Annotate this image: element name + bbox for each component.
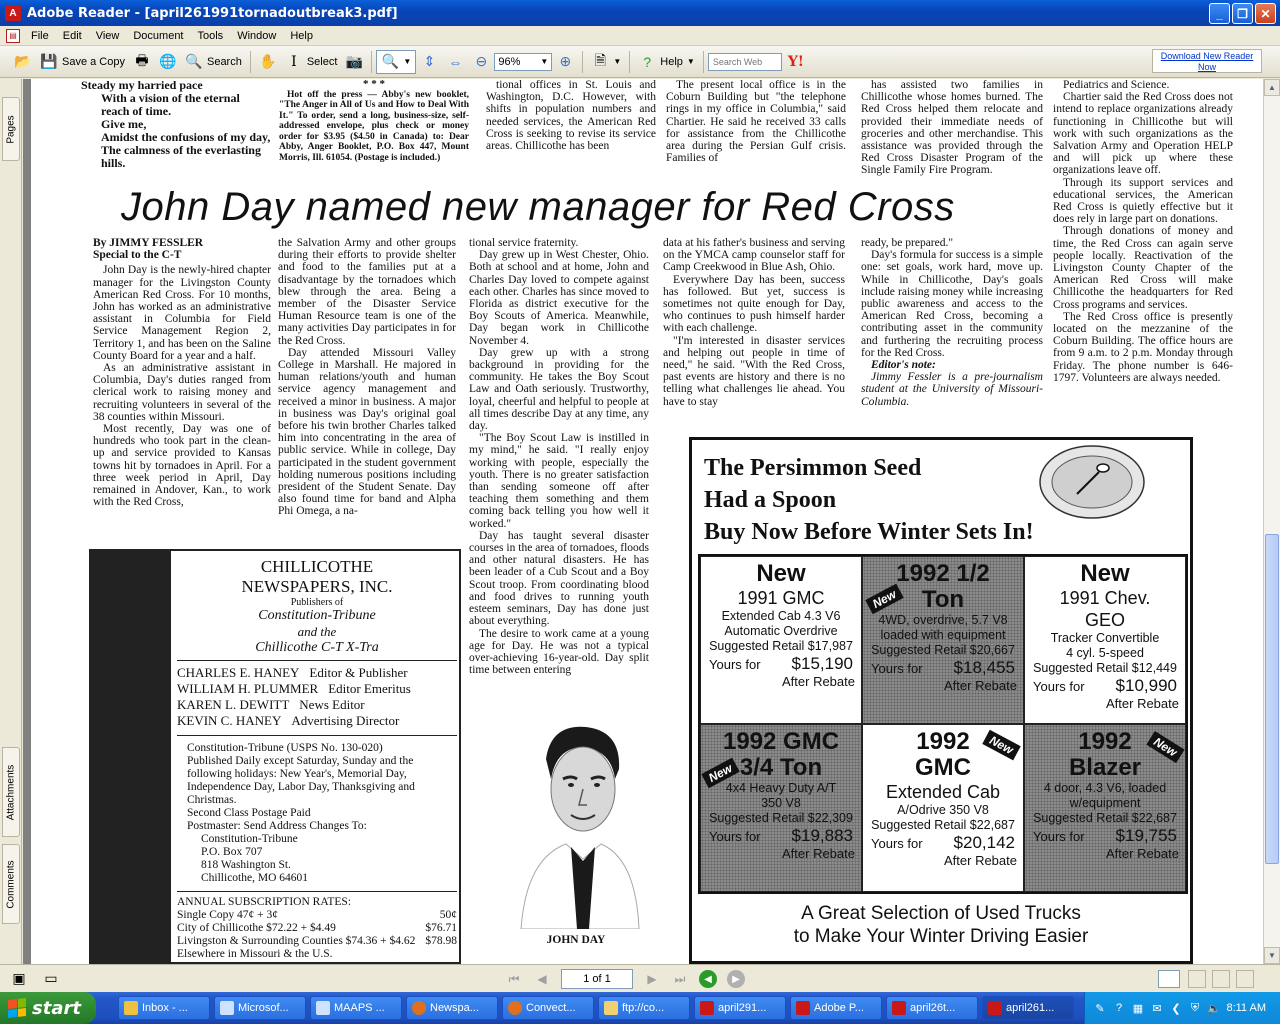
yahoo-icon[interactable]: Y! [787, 53, 804, 70]
facing-layout-icon[interactable] [1212, 970, 1230, 988]
page-size-icon[interactable]: ▣ [12, 970, 26, 986]
scroll-down-button[interactable]: ▼ [1264, 947, 1280, 964]
article-fragment-col4: The present local office is in the Coburn Building but "the telephone rings in my office in Columbia," said Chartier. He said he received 33 calls for assistance from the Chillicothe area during the Persian Gulf crisis. Families of [666, 79, 846, 165]
page-thumbnail-icon[interactable]: ▭ [44, 970, 58, 986]
navigation-pane [0, 79, 22, 964]
rotate-button[interactable] [587, 50, 625, 74]
download-new-reader-link[interactable] [1152, 49, 1262, 73]
byline-source: Special to the C-T [93, 249, 182, 262]
toolbar-divider [582, 51, 583, 73]
new-badge: New [865, 584, 903, 614]
tab-attachments[interactable] [2, 747, 20, 837]
zoom-in-button[interactable] [552, 50, 578, 74]
taskbar-item-maaps[interactable]: MAAPS ... [310, 996, 402, 1020]
article-column-1: By JIMMY FESSLER Special to the C-T John Day is the newly-hired chapter manager for the Livingston County American Red Cross. For 10 months, John has worked as an administrative assistant in Columbia for Field Service Management Region 2, Territory 1, and has been on the Saline County Board for a year and a half. As an administrative assistant in Columbia, Day's duties ranged from clerical work to raising money and recruiting volunteers in several of the 38 counties within Missouri. Most recently, Day was one of hundreds who took part in the clean-up and service provided to Kansas towns hit by tornadoes in April. For a three week period in April, Day remained in Andover, Kan., to work with the Red Cross, [93, 237, 271, 509]
pen-icon[interactable]: ✎ [1095, 1002, 1105, 1015]
scroll-up-button[interactable]: ▲ [1264, 79, 1280, 96]
zoom-out-button[interactable] [468, 50, 494, 74]
offer-1992-blazer: 1992 Blazer 4 door, 4.3 V6, loaded w/equipment Suggested Retail $22,687 Yours for $19,755 After Rebate New [1024, 724, 1186, 892]
help-label: Help [660, 55, 683, 68]
chevron-down-icon: ▼ [540, 57, 549, 66]
offer-1991-chev-geo: New 1991 Chev. GEO Tracker Convertible 4 cyl. 5-speed Suggested Retail $12,449 Yours for $10,990 After Rebate [1024, 556, 1186, 724]
start-button[interactable] [0, 992, 96, 1024]
menu-tools[interactable]: Tools [197, 29, 224, 42]
close-button[interactable]: ✕ [1255, 3, 1276, 24]
menu-file[interactable]: File [31, 29, 49, 42]
taskbar-item-convect[interactable]: Convect... [502, 996, 594, 1020]
toolbar-divider [703, 51, 704, 73]
save-copy-label: Save a Copy [62, 55, 125, 68]
email-button[interactable] [155, 50, 181, 74]
vehicle-offers-grid [698, 554, 1188, 894]
newspaper-masthead-box [89, 549, 461, 964]
search-web-input[interactable] [708, 53, 782, 71]
editors-note: Jimmy Fessler is a pre-journalism student at the University of Missouri-Columbia. [861, 371, 1043, 408]
binoculars-icon: 🔍 [185, 53, 203, 69]
taskbar-item-april291[interactable]: april291... [694, 996, 786, 1020]
hand-tool-button[interactable] [255, 50, 281, 74]
editors-note-label: Editor's note: [871, 359, 936, 372]
rotate-page-icon: 🗎 [594, 51, 606, 68]
camera-icon: 📷 [345, 53, 364, 69]
menu-edit[interactable]: Edit [62, 29, 82, 42]
open-button[interactable] [10, 50, 36, 74]
masthead-black-bar [91, 551, 171, 964]
firefox-icon [412, 1001, 426, 1015]
fit-width-icon: ⇔ [448, 53, 463, 70]
scrollbar-thumb[interactable] [1265, 534, 1279, 864]
new-badge: New [983, 730, 1021, 760]
floppy-icon: 💾 [40, 53, 58, 69]
minimize-button[interactable]: _ [1209, 3, 1230, 24]
windows-logo-icon [8, 998, 26, 1018]
pages-tab-label: Pages [5, 114, 17, 144]
portrait-image [511, 719, 641, 929]
toolbar-divider [250, 51, 251, 73]
article-fragment-col5: has assisted two families in Chillicothe whose homes burned. The Red Cross helped them relocate and provided their immediate needs of groceries and other merchandise. This assistance was provided through the Red Cross Disaster Program of the Single Family Fire Program. [861, 79, 1043, 177]
firefox-icon [508, 1001, 522, 1015]
taskbar-item-microsoft[interactable]: Microsof... [214, 996, 306, 1020]
pdf-icon [988, 1001, 1002, 1015]
fit-height-button[interactable] [416, 50, 442, 74]
menu-view[interactable]: View [95, 29, 120, 42]
new-badge: New [1147, 731, 1185, 763]
zoom-level-field[interactable] [494, 53, 552, 71]
windows-taskbar [0, 992, 1280, 1024]
continuous-facing-layout-icon[interactable] [1236, 970, 1254, 988]
menu-window[interactable]: Window [237, 29, 277, 42]
menu-document[interactable]: Document [133, 29, 184, 42]
offer-1992-half-ton: 1992 1/2 Ton 4WD, overdrive, 5.7 V8 loaded with equipment Suggested Retail $20,667 Yours for $18,455 After Rebate New [862, 556, 1024, 724]
taskbar-item-ftp[interactable]: ftp://co... [598, 996, 690, 1020]
chevron-down-icon: ▼ [686, 57, 695, 66]
select-label: Select [306, 55, 338, 68]
outlook-icon [124, 1001, 138, 1015]
fit-width-button[interactable] [442, 50, 468, 74]
page-number-field[interactable]: 1 of 1 [561, 969, 633, 989]
pdf-icon [700, 1001, 714, 1015]
app-window-icon [316, 1001, 330, 1015]
photo-caption: JOHN DAY [546, 934, 606, 946]
masthead-paper2: Chillicothe C-T X-Tra [255, 640, 379, 655]
folder-icon [604, 1001, 618, 1015]
printer-icon: 🖶 [135, 51, 149, 68]
toolbar [0, 46, 1280, 78]
chat-icon[interactable]: ✉ [1152, 1002, 1162, 1015]
toolbar-divider [371, 51, 372, 73]
security-shield-icon[interactable]: ⛨ [1190, 1001, 1200, 1014]
document-viewport[interactable] [23, 79, 1263, 964]
article-column-4: data at his father's business and serving on the YMCA camp counselor staff for Camp Creekwood in Blue Ash, Ohio. Everywhere Day has been, success has followed. But yet, success is sometimes not quite enough for Day, who continues to push himself harder with each challenge. "I'm interested in disaster services and helping out people in time of need," he said. "With the Red Cross, past events are history and there is no telling what challenges lie ahead. You have to stay [663, 237, 845, 408]
print-button[interactable] [129, 50, 155, 74]
tab-comments[interactable] [2, 844, 20, 924]
speaker-icon[interactable]: 🔈 [1207, 1002, 1221, 1015]
snapshot-button[interactable] [341, 50, 367, 74]
pdf-icon [892, 1001, 906, 1015]
pdf-page [31, 79, 1263, 964]
zoom-level-value: 96% [498, 55, 521, 68]
single-page-layout-icon[interactable] [1158, 970, 1180, 988]
page-navigation [505, 969, 745, 989]
text-cursor-icon: I [291, 53, 297, 70]
download-link-line2: Now [1197, 62, 1216, 72]
article-fragment-col3: tional offices in St. Louis and Washington, D.C. However, with shifts in population numbers and needed services, the American Red Cross is seeking to revise its service areas. Chillicothe has been [486, 79, 656, 153]
taskbar-item-adobe-p[interactable]: Adobe P... [790, 996, 882, 1020]
masthead-name-line1: CHILLICOTHE [260, 557, 374, 576]
search-button[interactable] [181, 50, 246, 74]
masthead-and-the: and the [297, 624, 337, 639]
system-tray [1084, 992, 1280, 1024]
help-icon: ? [643, 53, 652, 70]
save-copy-button[interactable] [36, 50, 129, 74]
continuous-layout-icon[interactable] [1188, 970, 1206, 988]
masthead-publishers-of: Publishers of [290, 597, 344, 608]
poem-text: Steady my harried pace With a vision of the eternal reach of time. Give me, Amidst the confusions of my day, The calmness of the everlasting hills. [81, 79, 271, 170]
masthead-paper1: Constitution-Tribune [258, 608, 376, 623]
masthead-name-line2: NEWSPAPERS, INC. [241, 577, 393, 596]
subscription-rates: ANNUAL SUBSCRIPTION RATES: Single Copy 47¢ + 3¢ 50¢ City of Chillicothe $72.22 + $4.49 $76.71 Livingston & Surrounding Counties $74.36 + $4.62 $78.98 Elsewhere in Missouri & the U.S. [177, 891, 457, 961]
go-forward-icon[interactable]: ▶ [727, 970, 745, 988]
plus-circle-icon: ⊕ [559, 53, 572, 69]
vertical-scrollbar[interactable] [1263, 79, 1280, 964]
back-arrow-icon[interactable]: ❮ [1171, 1002, 1181, 1015]
article-column-5: ready, be prepared." Day's formula for success is a simple one: set goals, work hard, move up. While in Chillicothe, Day's goals include raising money while increasing public awareness and access to the American Red Cross, becoming a contributing asset in the community and furthering the recruiting process for the Red Cross. Editor's note: Jimmy Fessler is a pre-journalism student at the University of Missouri-Columbia. [861, 237, 1043, 408]
first-page-icon[interactable]: ⏮ [508, 971, 520, 986]
offer-1991-gmc: New 1991 GMC Extended Cab 4.3 V6 Automatic Overdrive Suggested Retail $17,987 Yours for $15,190 After Rebate [700, 556, 862, 724]
taskbar-item-newspaper[interactable]: Newspa... [406, 996, 498, 1020]
offer-1992-gmc-extended-cab: 1992 GMC Extended Cab A/Odrive 350 V8 Suggested Retail $22,687 Yours for $20,142 After Rebate New [862, 724, 1024, 892]
document-icon[interactable]: ▤ [6, 29, 20, 43]
taskbar-clock: 8:11 AM [1226, 1002, 1266, 1014]
article-column-2: the Salvation Army and other groups during their efforts to provide shelter and food to the families put at a disadvantage by the tornadoes which blew through the area. Being a member of the Disaster Service Human Resource team is one of the many activities Day participates in for the Red Cross. Day attended Missouri Valley College in Marshall. He majored in human relations/youth and human service agency management and received a minor in business. A major in business was Day's original goal before his twin brother Charles talked him into concentrating in the area of public service. While in college, Day participated in the student government holding numerous positions including president of the Student Senate. Day also found time for band and Alpha Phi Omega, a na- [278, 237, 456, 518]
article-column-3: tional service fraternity. Day grew up in West Chester, Ohio. Both at school and at home, John and Charles Day loved to compete against each other. Charles has since moved to Florida as district executive for the Boy Scouts of America. Meanwhile, Day began work in Chillicothe November 4. Day grew up with a strong background in providing for the community. He takes the Boy Scout Law and Oath seriously. Trustworthy, loyal, cheerful and helpful to people at all times describe Day at any time, any day. "The Boy Scout Law is instilled in my mind," he said. "I really enjoy working with people, especially the youth. There is no greater satisfaction than sending someone off after teaching them something and them coming back telling you how well it worked." Day has taught several disaster courses in the area of tornadoes, floods and other natural disasters. He has been leader of a Cub Scout and a Boy Scout troop. From coordinating blood and food drives to running youth esteem seminars, Day has done just about everything. The desire to work came at a young age for Day. He was not a typical over-achieving 16-year-old. Day split time between entering [469, 237, 649, 677]
select-tool-button[interactable] [281, 50, 342, 74]
download-link-line1: Download New Reader [1160, 51, 1254, 61]
go-back-icon[interactable]: ◀ [699, 970, 717, 988]
adobe-reader-icon: A [5, 5, 21, 21]
email-icon: 🌐 [159, 53, 177, 69]
chevron-down-icon: ▼ [403, 57, 412, 66]
toolbar-divider [629, 51, 630, 73]
persimmon-seed-illustration [1037, 442, 1147, 522]
article-headline: John Day named new manager for Red Cross [121, 185, 955, 229]
title-bar [0, 0, 1280, 26]
truck-advertisement [689, 437, 1193, 964]
taskbar-item-april261-active[interactable]: april261... [982, 996, 1074, 1020]
masthead-staff-list: CHARLES E. HANEY Editor & Publisher WILLIAM H. PLUMMER Editor Emeritus KAREN L. DEWITT News Editor KEVIN C. HANEY Advertising Director [177, 660, 457, 729]
article-right-column: Pediatrics and Science. Chartier said the Red Cross does not intend to replace organizations already functioning in Chillicothe but will work with such organizations as the Salvation Army and Operation HELP and will pick up where these organizations leave off. Through its support services and educational services, the American Red Cross is quietly effective but it does rely in large part on donations. Through donations of money and time, the Red Cross can again serve people locally. Reactivation of the Livingston County Chapter of the American Red Cross will make Chillicothe the headquarters for Red Cross programs and services. The Red Cross office is presently located on the mezzanine of the Coburn Building. The office hours are from 9 a.m. to 2 p.m. Monday through Friday. The phone number is 646-1797. Volunteers are always needed. [1053, 79, 1233, 384]
last-page-icon[interactable]: ⏭ [674, 971, 686, 986]
taskbar-item-april26t[interactable]: april26t... [886, 996, 978, 1020]
network-icon[interactable]: ▦ [1132, 1002, 1144, 1015]
next-page-icon[interactable]: ▶ [647, 972, 657, 986]
zoom-in-magnifier-icon: 🔍 [381, 53, 400, 69]
abby-note: * * * Hot off the press — Abby's new booklet, "The Anger in All of Us and How to Deal With It." To order, send a long, business-size, self-addressed envelope, plus check or money order for $3.95 ($4.50 in Canada) to: Dear Abby, Anger Booklet, P.O. Box 447, Mount Morris, Ill. 61054. (Postage is included.) [279, 79, 469, 163]
ad-headline: The Persimmon Seed Had a Spoon Buy Now Before Winter Sets In! [704, 455, 1034, 545]
previous-page-icon[interactable]: ◀ [537, 972, 547, 986]
zoom-tool-button[interactable] [376, 50, 416, 74]
masthead-postal-info: Constitution-Tribune (USPS No. 130-020) Published Daily except Saturday, Sunday and the following holidays: New Year's, Memorial Day, Independence Day, Labor Day, Thanksgiving and Christmas. Second Class Postage Paid Postmaster: Send Address Changes To: Constitution-Tribune P.O. Box 707 818 Washington St. Chillicothe, MO 64601 [177, 735, 457, 885]
fit-height-icon: ⇕ [423, 53, 436, 69]
restore-button[interactable]: ❐ [1232, 3, 1253, 24]
attachments-tab-label: Attachments [5, 764, 17, 820]
menu-help[interactable]: Help [290, 29, 313, 42]
byline-author: By JIMMY FESSLER [93, 237, 204, 249]
tab-pages[interactable] [2, 97, 20, 161]
start-label: start [32, 997, 81, 1019]
chevron-down-icon: ▼ [613, 57, 622, 66]
help-button[interactable] [634, 50, 699, 74]
offer-1992-gmc-three-quarter-ton: 1992 GMC 3/4 Ton 4x4 Heavy Duty A/T 350 V8 Suggested Retail $22,309 Yours for $19,883 After Rebate New [700, 724, 862, 892]
adobe-icon [796, 1001, 810, 1015]
taskbar-item-inbox[interactable]: Inbox - ... [118, 996, 210, 1020]
comments-tab-label: Comments [5, 859, 17, 909]
hand-icon: ✋ [259, 53, 277, 69]
status-bar [0, 964, 1280, 992]
folder-icon: 📂 [14, 53, 32, 69]
ad-footer: A Great Selection of Used Trucks to Make Your Winter Driving Easier [793, 903, 1089, 947]
search-label: Search [206, 55, 242, 68]
help-icon[interactable]: ? [1115, 1002, 1123, 1014]
minus-circle-icon: ⊖ [475, 53, 488, 69]
window-title: Adobe Reader - [april261991tornadoutbreak3.pdf] [27, 5, 398, 21]
app-window-icon [220, 1001, 234, 1015]
menu-bar [0, 26, 1280, 46]
john-day-photo [511, 719, 641, 949]
new-badge: New [701, 758, 739, 788]
